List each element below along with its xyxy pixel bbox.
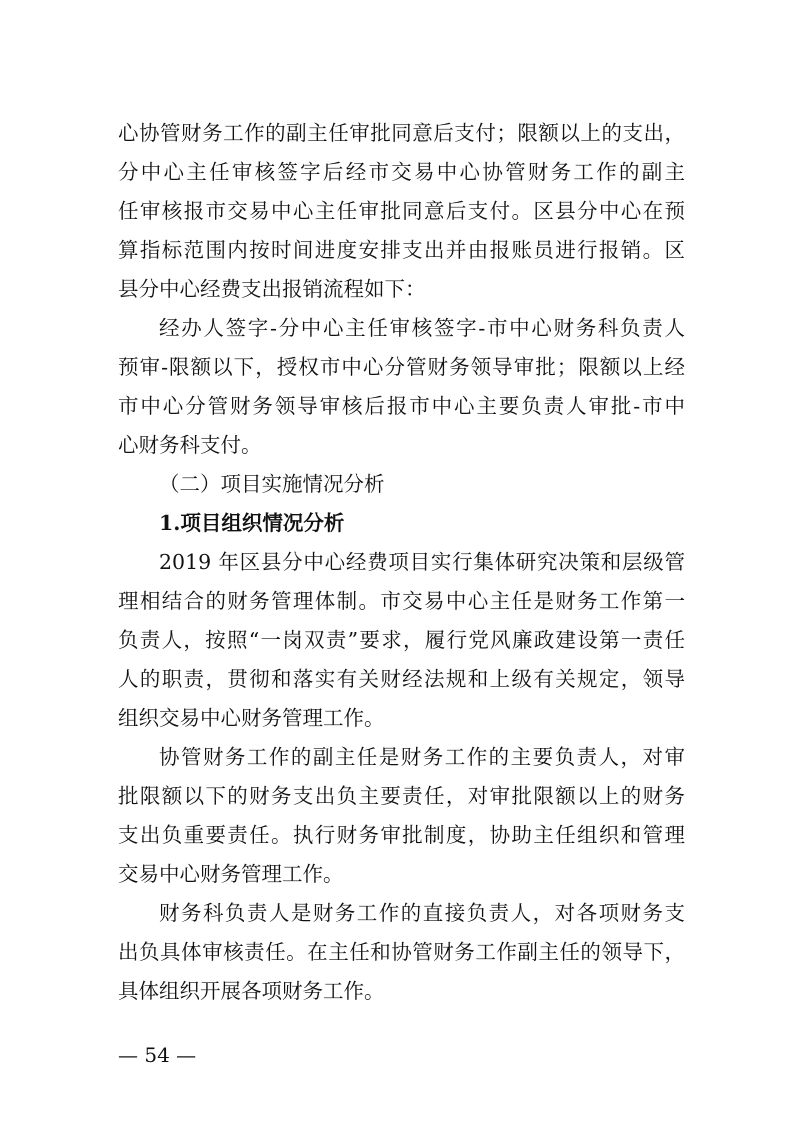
text-line: 出负具体审核责任。在主任和协管财务工作副主任的领导下， [118,940,685,964]
text-line: 理相结合的财务管理体制。市交易中心主任是财务工作第一 [118,589,685,613]
text-line: 组织交易中心财务管理工作。 [118,706,385,730]
text-line: 心财务科支付。 [118,433,262,457]
text-line: 协管财务工作的副主任是财务工作的主要负责人，对审 [159,745,685,769]
text-line: 人的职责，贯彻和落实有关财经法规和上级有关规定，领导 [118,667,685,691]
page-number: — 54 — [118,1043,197,1067]
text-line: 2019 年区县分中心经费项目实行集体研究决策和层级管 [159,550,685,574]
text-line: 具体组织开展各项财务工作。 [118,979,385,1003]
text-line: 经办人签字-分中心主任审核签字-市中心财务科负责人 [159,316,685,340]
text-line: 县分中心经费支出报销流程如下： [118,277,426,301]
text-line: 算指标范围内按时间进度安排支出并由报账员进行报销。区 [118,238,685,262]
text-line: 负责人，按照“一岗双责”要求，履行党风廉政建设第一责任 [118,628,685,652]
text-line: 任审核报市交易中心主任审批同意后支付。区县分中心在预 [118,199,685,223]
text-line: 批限额以下的财务支出负主要责任，对审批限额以上的财务 [118,784,685,808]
text-line: 交易中心财务管理工作。 [118,862,344,886]
text-line: 预审-限额以下，授权市中心分管财务领导审批；限额以上经 [118,355,685,379]
text-line: 分中心主任审核签字后经市交易中心协管财务工作的副主 [118,160,685,184]
text-line: 市中心分管财务领导审核后报市中心主要负责人审批-市中 [118,394,685,418]
section-heading: （二）项目实施情况分析 [159,472,385,496]
subsection-heading: 1.项目组织情况分析 [159,511,345,535]
text-line: 心协管财务工作的副主任审批同意后支付；限额以上的支出， [118,121,685,145]
text-line: 支出负重要责任。执行财务审批制度，协助主任组织和管理 [118,823,685,847]
text-line: 财务科负责人是财务工作的直接负责人，对各项财务支 [159,901,685,925]
